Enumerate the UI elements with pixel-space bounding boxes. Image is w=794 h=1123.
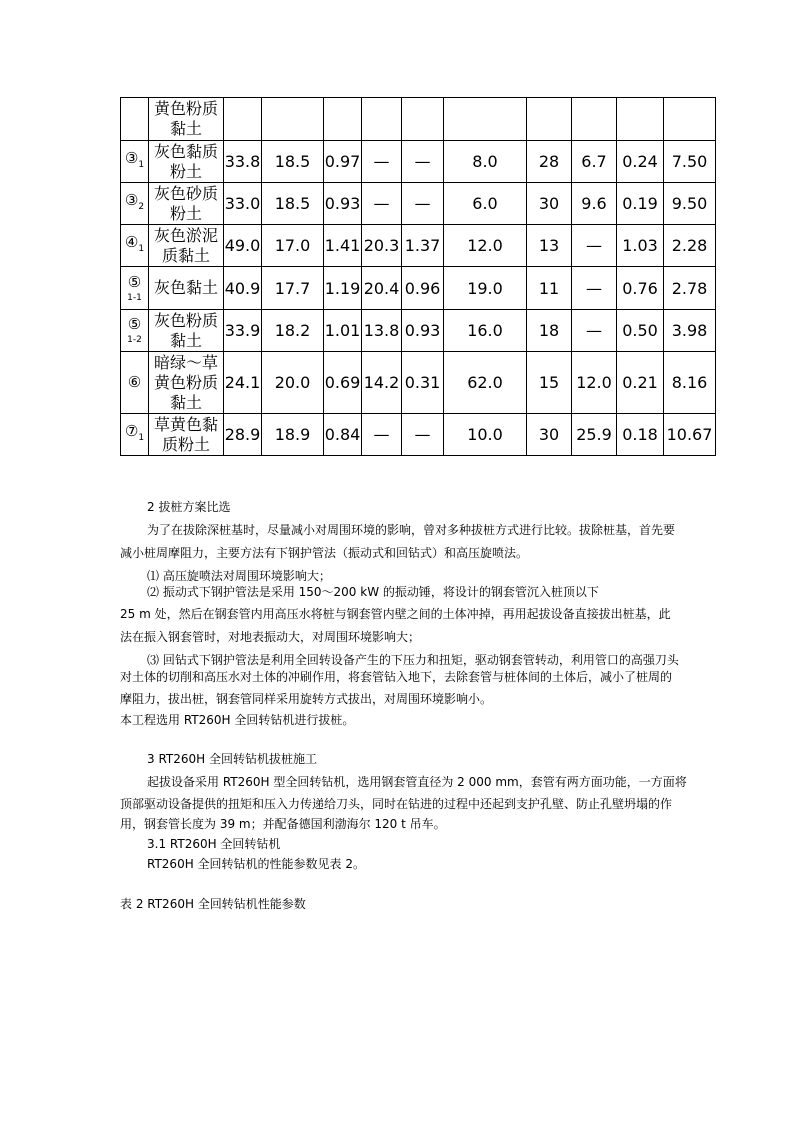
layer-id-cell: [121, 98, 149, 141]
table-row: [121, 183, 716, 225]
table-row: [121, 352, 716, 414]
parameter-value-cell: —: [362, 183, 402, 225]
parameter-value-cell: 19.0: [444, 267, 527, 310]
list-item-vibration-casing-line: 25 m 处，然后在钢套管内用高压水将桩与钢套管内壁之间的土体冲掉，再用起拔设备直接拔出桩基，此: [120, 607, 671, 621]
layer-id-main: ⑦: [124, 421, 139, 440]
parameter-value-cell: 7.50: [664, 141, 716, 183]
parameter-value-cell: 0.76: [617, 267, 664, 310]
parameter-value-cell: 12.0: [444, 225, 527, 267]
parameter-value-cell: —: [402, 183, 444, 225]
parameter-value-cell: 24.1: [224, 352, 262, 414]
section-3-heading: 3 RT260H 全回转钻机拔桩施工: [147, 752, 317, 766]
parameter-value-cell: 1.19: [324, 267, 362, 310]
parameter-value-cell: 62.0: [444, 352, 527, 414]
layer-id-main: ③: [124, 190, 139, 209]
parameter-value-cell: 28.9: [224, 414, 262, 456]
parameter-value-cell: —: [572, 267, 617, 310]
parameter-value-cell: —: [402, 414, 444, 456]
soil-parameter-table: [120, 97, 716, 456]
layer-id-main: ④: [124, 232, 139, 251]
soil-name-cell: 灰色砂质粉土: [149, 183, 224, 225]
parameter-value-cell: 2.78: [664, 267, 716, 310]
list-item-vibration-casing: ⑵ 振动式下钢护管法是采用 150～200 kW 的振动锤，将设计的钢套管沉入桩顶以下: [147, 585, 599, 599]
parameter-value-cell: 13.8: [362, 310, 402, 352]
parameter-value-cell: [262, 98, 324, 141]
parameter-value-cell: 18.5: [262, 141, 324, 183]
parameter-value-cell: 0.31: [402, 352, 444, 414]
list-item-rotary-casing-line: 摩阻力，拔出桩，钢套管同样采用旋转方式拔出，对周围环境影响小。: [120, 692, 493, 706]
parameter-value-cell: 18: [527, 310, 572, 352]
parameter-value-cell: 0.69: [324, 352, 362, 414]
parameter-value-cell: 17.7: [262, 267, 324, 310]
section-3-1-heading: 3.1 RT260H 全回转钻机: [147, 837, 281, 851]
table-row: [121, 310, 716, 352]
parameter-value-cell: 0.24: [617, 141, 664, 183]
layer-id-subscript: 2: [138, 201, 145, 212]
section-2-paragraph-line: 为了在拔除深桩基时，尽量减小对周围环境的影响，曾对多种拔桩方式进行比较。拔除桩基，首先要: [147, 523, 676, 537]
parameter-value-cell: 0.97: [324, 141, 362, 183]
section-2-conclusion: 本工程选用 RT260H 全回转钻机进行拔桩。: [120, 713, 355, 727]
section-3-paragraph-line: 用，钢套管长度为 39 m；并配备德国利渤海尔 120 t 吊车。: [120, 817, 446, 831]
parameter-value-cell: 0.93: [402, 310, 444, 352]
soil-name-cell: 灰色黏土: [149, 267, 224, 310]
layer-id-subscript: 1: [138, 432, 145, 443]
parameter-value-cell: 0.84: [324, 414, 362, 456]
layer-id-cell: [121, 225, 149, 267]
parameter-value-cell: 1.37: [402, 225, 444, 267]
layer-id-subscript: 1-1: [127, 292, 142, 303]
table-body: [121, 98, 716, 456]
parameter-value-cell: 11: [527, 267, 572, 310]
parameter-value-cell: 20.3: [362, 225, 402, 267]
soil-name-cell: 灰色粉质黏土: [149, 310, 224, 352]
parameter-value-cell: 10.0: [444, 414, 527, 456]
soil-name-cell: 草黄色黏质粉土: [149, 414, 224, 456]
parameter-value-cell: 30: [527, 414, 572, 456]
table-row: [121, 225, 716, 267]
layer-id-cell: [121, 414, 149, 456]
layer-id-subscript: 1: [138, 159, 145, 170]
parameter-value-cell: 0.93: [324, 183, 362, 225]
layer-id-cell: [121, 183, 149, 225]
parameter-value-cell: 0.50: [617, 310, 664, 352]
table-row: [121, 141, 716, 183]
parameter-value-cell: 16.0: [444, 310, 527, 352]
list-item-rotary-casing-line: 对土体的切削和高压水对土体的冲刷作用，将套管钻入地下，去除套管与桩体间的土体后，减小了桩周的: [120, 670, 673, 684]
parameter-value-cell: [664, 98, 716, 141]
parameter-value-cell: 40.9: [224, 267, 262, 310]
parameter-value-cell: [572, 98, 617, 141]
section-3-paragraph-line: 顶部驱动设备提供的扭矩和压入力传递给刀头，同时在钻进的过程中还起到支护孔壁、防止孔壁坍塌的作: [120, 797, 673, 811]
parameter-value-cell: 2.28: [664, 225, 716, 267]
parameter-value-cell: 30: [527, 183, 572, 225]
list-item-high-pressure-jet: ⑴ 高压旋喷法对周围环境影响大；: [147, 569, 331, 583]
parameter-value-cell: 49.0: [224, 225, 262, 267]
parameter-value-cell: —: [572, 310, 617, 352]
parameter-value-cell: 13: [527, 225, 572, 267]
parameter-value-cell: 10.67: [664, 414, 716, 456]
parameter-value-cell: —: [362, 414, 402, 456]
layer-id-main: ⑥: [127, 373, 142, 391]
parameter-value-cell: [224, 98, 262, 141]
parameter-value-cell: 8.16: [664, 352, 716, 414]
parameter-value-cell: 0.18: [617, 414, 664, 456]
parameter-value-cell: 6.0: [444, 183, 527, 225]
parameter-value-cell: [527, 98, 572, 141]
parameter-value-cell: 15: [527, 352, 572, 414]
layer-id-cell: [121, 267, 149, 310]
parameter-value-cell: 0.19: [617, 183, 664, 225]
layer-id-cell: [121, 310, 149, 352]
parameter-value-cell: 14.2: [362, 352, 402, 414]
list-item-vibration-casing-line: 法在振入钢套管时，对地表振动大，对周围环境影响大；: [120, 630, 421, 644]
parameter-value-cell: 9.50: [664, 183, 716, 225]
parameter-value-cell: 20.0: [262, 352, 324, 414]
table-2-caption: 表 2 RT260H 全回转钻机性能参数: [120, 897, 306, 911]
parameter-value-cell: 1.41: [324, 225, 362, 267]
table-row: [121, 267, 716, 310]
parameter-value-cell: —: [572, 225, 617, 267]
layer-id-main: ⑤: [127, 315, 142, 333]
parameter-value-cell: 6.7: [572, 141, 617, 183]
parameter-value-cell: 20.4: [362, 267, 402, 310]
section-3-paragraph-line: 起拔设备采用 RT260H 型全回转钻机，选用钢套管直径为 2 000 mm，套管有两方面功能，一方面将: [147, 775, 687, 789]
parameter-value-cell: [617, 98, 664, 141]
parameter-value-cell: 12.0: [572, 352, 617, 414]
parameter-value-cell: 17.0: [262, 225, 324, 267]
parameter-value-cell: —: [402, 141, 444, 183]
parameter-value-cell: 18.2: [262, 310, 324, 352]
parameter-value-cell: —: [362, 141, 402, 183]
parameter-value-cell: 8.0: [444, 141, 527, 183]
section-2-paragraph-line: 减小桩周摩阻力，主要方法有下钢护管法（振动式和回钻式）和高压旋喷法。: [120, 546, 529, 560]
layer-id-main: ③: [124, 148, 139, 167]
parameter-value-cell: 25.9: [572, 414, 617, 456]
layer-id-cell: [121, 352, 149, 414]
layer-id-subscript: 1-2: [127, 335, 142, 345]
parameter-value-cell: [444, 98, 527, 141]
soil-name-cell: 灰色黏质粉土: [149, 141, 224, 183]
parameter-value-cell: 0.21: [617, 352, 664, 414]
parameter-value-cell: 1.01: [324, 310, 362, 352]
parameter-value-cell: [402, 98, 444, 141]
parameter-value-cell: [324, 98, 362, 141]
layer-id-cell: [121, 141, 149, 183]
parameter-value-cell: 9.6: [572, 183, 617, 225]
table-row: [121, 414, 716, 456]
parameter-value-cell: 0.96: [402, 267, 444, 310]
parameter-value-cell: 28: [527, 141, 572, 183]
parameter-value-cell: 18.5: [262, 183, 324, 225]
section-3-1-paragraph: RT260H 全回转钻机的性能参数见表 2。: [147, 857, 365, 871]
soil-name-cell: 灰色淤泥质黏土: [149, 225, 224, 267]
table-row: [121, 98, 716, 141]
list-item-rotary-casing: ⑶ 回钻式下钢护管法是利用全回转设备产生的下压力和扭矩，驱动钢套管转动，利用管口的高强刀头: [147, 653, 679, 667]
parameter-value-cell: 3.98: [664, 310, 716, 352]
layer-id-subscript: 1: [138, 243, 145, 254]
parameter-value-cell: 33.8: [224, 141, 262, 183]
parameter-value-cell: 33.0: [224, 183, 262, 225]
section-2-heading: 2 拔桩方案比选: [147, 500, 231, 514]
parameter-value-cell: 1.03: [617, 225, 664, 267]
parameter-value-cell: 18.9: [262, 414, 324, 456]
layer-id-main: ⑤: [127, 272, 142, 291]
parameter-value-cell: [362, 98, 402, 141]
soil-name-cell: 暗绿～草黄色粉质黏土: [149, 352, 224, 414]
parameter-value-cell: 33.9: [224, 310, 262, 352]
soil-name-cell: 黄色粉质黏土: [149, 98, 224, 141]
